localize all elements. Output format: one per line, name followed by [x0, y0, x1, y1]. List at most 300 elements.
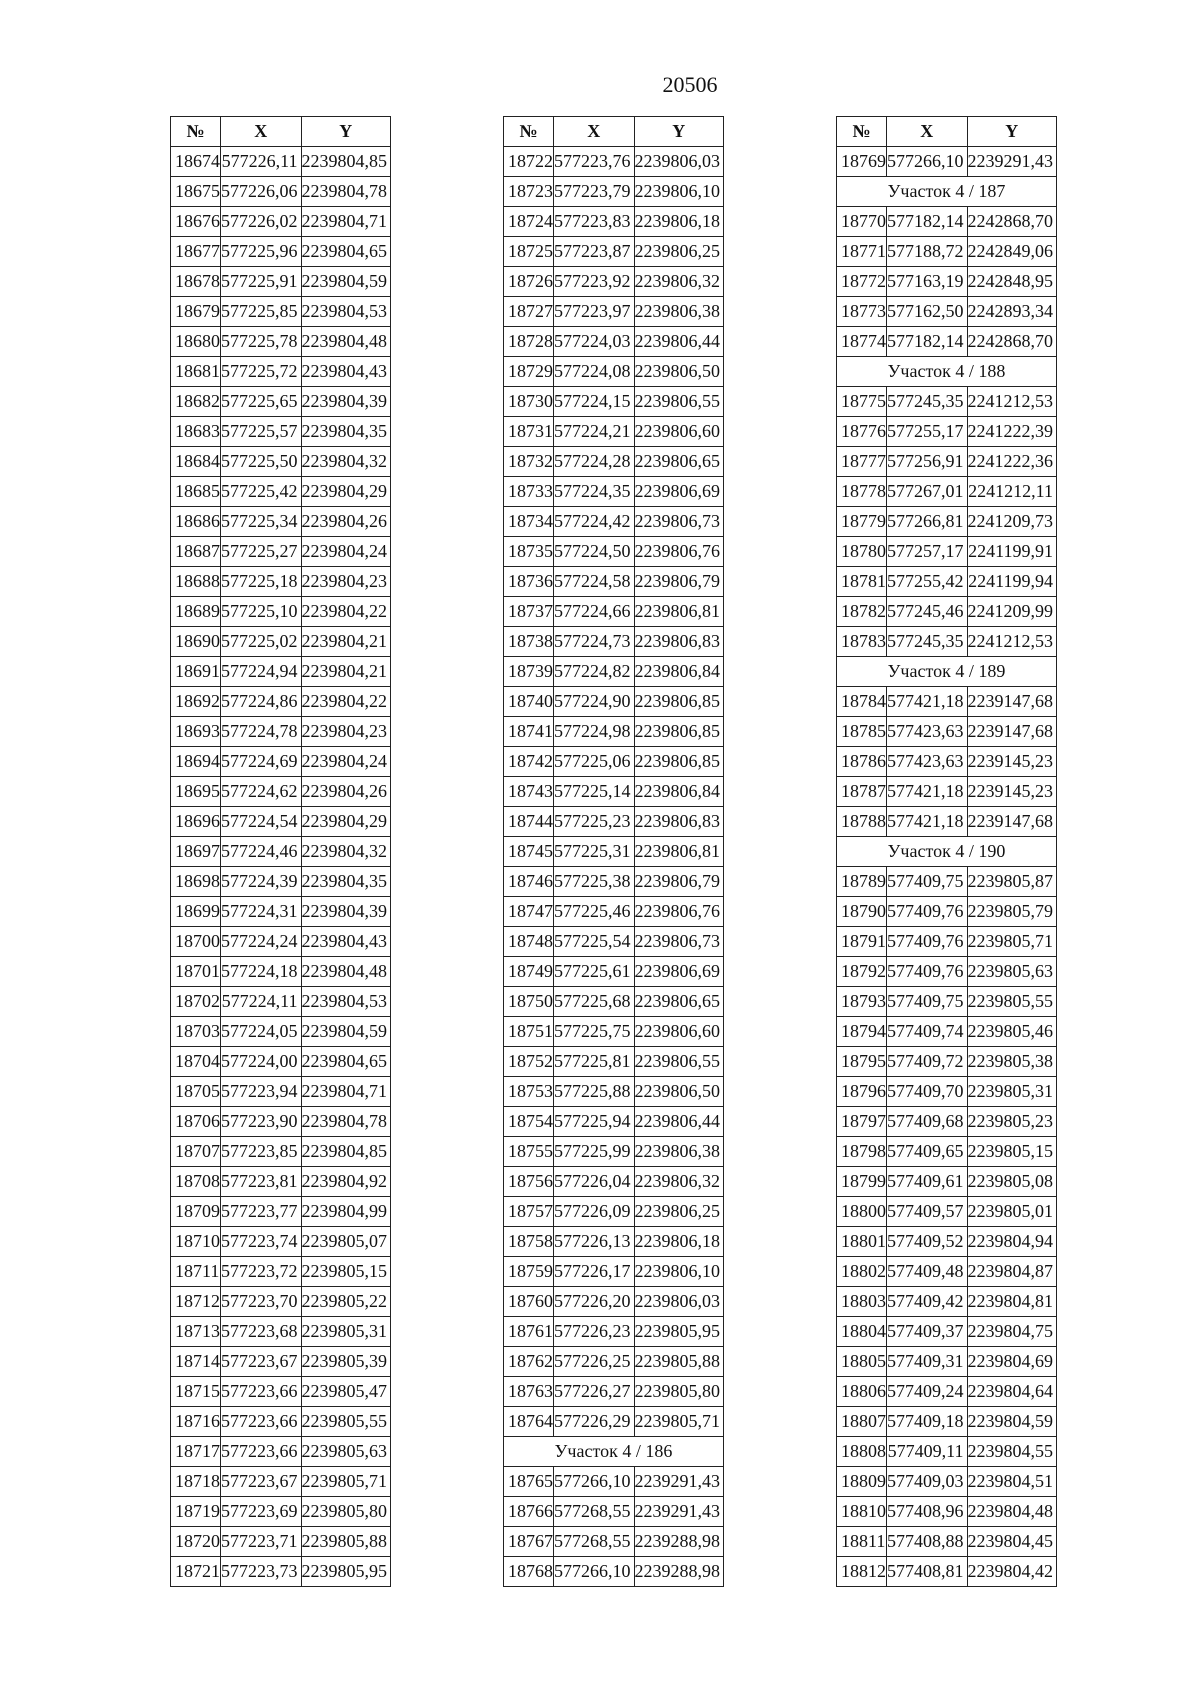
table-row: [837, 1047, 1057, 1077]
x-coordinate: 577224,54: [221, 807, 302, 837]
x-coordinate: 577224,46: [221, 837, 302, 867]
x-coordinate: 577224,78: [221, 717, 302, 747]
table-row: [504, 1137, 724, 1167]
x-coordinate: 577408,96: [887, 1497, 968, 1527]
coordinate-table-1: [170, 116, 391, 1587]
y-coordinate: 2239806,10: [634, 177, 724, 207]
point-number: 18704: [171, 1047, 221, 1077]
table-row: [837, 417, 1057, 447]
table-row: [837, 1137, 1057, 1167]
table-row: [837, 1527, 1057, 1557]
point-number: 18795: [837, 1047, 887, 1077]
x-coordinate: 577223,67: [221, 1347, 302, 1377]
y-coordinate: 2239806,84: [634, 657, 724, 687]
x-coordinate: 577409,18: [887, 1407, 968, 1437]
x-coordinate: 577409,65: [887, 1137, 968, 1167]
y-coordinate: 2239806,83: [634, 807, 724, 837]
point-number: 18722: [504, 147, 554, 177]
y-coordinate: 2239805,15: [967, 1137, 1057, 1167]
coordinate-table-2: [503, 116, 724, 1587]
y-coordinate: 2239805,55: [301, 1407, 391, 1437]
x-coordinate: 577409,61: [887, 1167, 968, 1197]
y-coordinate: 2239804,39: [301, 897, 391, 927]
point-number: 18702: [171, 987, 221, 1017]
x-coordinate: 577224,82: [554, 657, 635, 687]
point-number: 18767: [504, 1527, 554, 1557]
point-number: 18728: [504, 327, 554, 357]
point-number: 18806: [837, 1377, 887, 1407]
table-row: [171, 267, 391, 297]
x-coordinate: 577224,35: [554, 477, 635, 507]
x-coordinate: 577223,90: [221, 1107, 302, 1137]
y-coordinate: 2239804,85: [301, 147, 391, 177]
point-number: 18687: [171, 537, 221, 567]
table-row: [171, 1227, 391, 1257]
x-coordinate: 577225,14: [554, 777, 635, 807]
y-coordinate: 2239805,71: [301, 1467, 391, 1497]
x-coordinate: 577223,94: [221, 1077, 302, 1107]
table-row: [504, 837, 724, 867]
y-coordinate: 2239806,03: [634, 1287, 724, 1317]
y-coordinate: 2239804,22: [301, 597, 391, 627]
y-coordinate: 2239806,83: [634, 627, 724, 657]
y-coordinate: 2241212,11: [967, 477, 1057, 507]
point-number: 18690: [171, 627, 221, 657]
table-row: [171, 1377, 391, 1407]
x-coordinate: 577409,57: [887, 1197, 968, 1227]
table-row: [504, 1047, 724, 1077]
point-number: 18766: [504, 1497, 554, 1527]
point-number: 18748: [504, 927, 554, 957]
x-coordinate: 577223,97: [554, 297, 635, 327]
point-number: 18802: [837, 1257, 887, 1287]
x-coordinate: 577223,72: [221, 1257, 302, 1287]
x-coordinate: 577223,85: [221, 1137, 302, 1167]
point-number: 18794: [837, 1017, 887, 1047]
point-number: 18688: [171, 567, 221, 597]
x-coordinate: 577409,68: [887, 1107, 968, 1137]
x-coordinate: 577409,76: [887, 957, 968, 987]
section-title: Участок 4 / 186: [504, 1437, 724, 1467]
table-row: [504, 1077, 724, 1107]
point-number: 18683: [171, 417, 221, 447]
point-number: 18755: [504, 1137, 554, 1167]
table-row: [171, 357, 391, 387]
x-coordinate: 577224,86: [221, 687, 302, 717]
table-row: [837, 987, 1057, 1017]
y-coordinate: 2239804,21: [301, 657, 391, 687]
y-coordinate: 2241222,36: [967, 447, 1057, 477]
y-coordinate: 2242849,06: [967, 237, 1057, 267]
point-number: 18726: [504, 267, 554, 297]
table-row: [171, 1347, 391, 1377]
point-number: 18743: [504, 777, 554, 807]
x-coordinate: 577224,62: [221, 777, 302, 807]
y-coordinate: 2239804,59: [301, 267, 391, 297]
point-number: 18758: [504, 1227, 554, 1257]
point-number: 18779: [837, 507, 887, 537]
section-row: [837, 837, 1057, 867]
y-coordinate: 2242893,34: [967, 297, 1057, 327]
table-row: [837, 537, 1057, 567]
table-row: [171, 297, 391, 327]
x-coordinate: 577224,94: [221, 657, 302, 687]
y-coordinate: 2239804,48: [301, 957, 391, 987]
point-number: 18751: [504, 1017, 554, 1047]
point-number: 18711: [171, 1257, 221, 1287]
x-coordinate: 577224,50: [554, 537, 635, 567]
x-coordinate: 577223,66: [221, 1377, 302, 1407]
table-row: [504, 477, 724, 507]
point-number: 18695: [171, 777, 221, 807]
x-coordinate: 577226,25: [554, 1347, 635, 1377]
table-row: [504, 657, 724, 687]
y-coordinate: 2239804,81: [967, 1287, 1057, 1317]
point-number: 18700: [171, 927, 221, 957]
y-coordinate: 2239805,46: [967, 1017, 1057, 1047]
table-row: [837, 627, 1057, 657]
point-number: 18706: [171, 1107, 221, 1137]
y-coordinate: 2239806,10: [634, 1257, 724, 1287]
point-number: 18735: [504, 537, 554, 567]
y-coordinate: 2239806,32: [634, 267, 724, 297]
y-coordinate: 2239804,65: [301, 237, 391, 267]
table-row: [837, 1107, 1057, 1137]
x-coordinate: 577224,11: [221, 987, 302, 1017]
table-row: [504, 1317, 724, 1347]
x-coordinate: 577225,85: [221, 297, 302, 327]
x-coordinate: 577225,72: [221, 357, 302, 387]
y-coordinate: 2239804,64: [967, 1377, 1057, 1407]
point-number: 18723: [504, 177, 554, 207]
y-coordinate: 2239804,26: [301, 777, 391, 807]
y-coordinate: 2239805,95: [301, 1557, 391, 1587]
point-number: 18793: [837, 987, 887, 1017]
y-coordinate: 2239804,35: [301, 417, 391, 447]
y-coordinate: 2241222,39: [967, 417, 1057, 447]
x-coordinate: 577223,79: [554, 177, 635, 207]
point-number: 18691: [171, 657, 221, 687]
x-coordinate: 577225,68: [554, 987, 635, 1017]
point-number: 18754: [504, 1107, 554, 1137]
point-number: 18715: [171, 1377, 221, 1407]
x-coordinate: 577225,23: [554, 807, 635, 837]
x-coordinate: 577409,75: [887, 867, 968, 897]
y-coordinate: 2239804,24: [301, 747, 391, 777]
x-coordinate: 577245,46: [887, 597, 968, 627]
y-coordinate: 2239804,59: [967, 1407, 1057, 1437]
table-row: [837, 1287, 1057, 1317]
point-number: 18745: [504, 837, 554, 867]
x-coordinate: 577223,87: [554, 237, 635, 267]
table-row: [837, 1557, 1057, 1587]
table-row: [837, 1467, 1057, 1497]
table-row: [171, 1077, 391, 1107]
table-row: [837, 927, 1057, 957]
point-number: 18799: [837, 1167, 887, 1197]
y-coordinate: 2239805,31: [301, 1317, 391, 1347]
point-number: 18741: [504, 717, 554, 747]
table-row: [504, 1167, 724, 1197]
point-number: 18809: [837, 1467, 887, 1497]
table-row: [837, 207, 1057, 237]
y-coordinate: 2241212,53: [967, 387, 1057, 417]
point-number: 18699: [171, 897, 221, 927]
table-row: [504, 957, 724, 987]
y-coordinate: 2239806,55: [634, 1047, 724, 1077]
point-number: 18808: [837, 1437, 887, 1467]
table-row: [171, 147, 391, 177]
table-row: [171, 207, 391, 237]
table-row: [837, 237, 1057, 267]
y-coordinate: 2239806,69: [634, 477, 724, 507]
table-row: [837, 717, 1057, 747]
table-row: [504, 897, 724, 927]
table-row: [171, 1407, 391, 1437]
y-coordinate: 2241199,94: [967, 567, 1057, 597]
x-coordinate: 577224,24: [221, 927, 302, 957]
table-row: [171, 837, 391, 867]
table-header-row: [504, 117, 724, 147]
x-coordinate: 577266,10: [887, 147, 968, 177]
table-row: [504, 807, 724, 837]
table-row: [171, 747, 391, 777]
x-coordinate: 577226,23: [554, 1317, 635, 1347]
point-number: 18679: [171, 297, 221, 327]
table-row: [837, 1227, 1057, 1257]
page-number: 20506: [662, 72, 718, 97]
table-row: [837, 777, 1057, 807]
table-row: [171, 597, 391, 627]
point-number: 18789: [837, 867, 887, 897]
point-number: 18710: [171, 1227, 221, 1257]
y-coordinate: 2239804,22: [301, 687, 391, 717]
point-number: 18785: [837, 717, 887, 747]
point-number: 18800: [837, 1197, 887, 1227]
table-row: [171, 1047, 391, 1077]
section-title: Участок 4 / 189: [837, 657, 1057, 687]
y-coordinate: 2239806,18: [634, 207, 724, 237]
x-coordinate: 577225,75: [554, 1017, 635, 1047]
point-number: 18780: [837, 537, 887, 567]
table-row: [504, 747, 724, 777]
table-row: [837, 447, 1057, 477]
table-row: [504, 867, 724, 897]
y-coordinate: 2239805,38: [967, 1047, 1057, 1077]
table-row: [837, 1077, 1057, 1107]
y-coordinate: 2239805,80: [634, 1377, 724, 1407]
x-coordinate: 577225,81: [554, 1047, 635, 1077]
x-coordinate: 577182,14: [887, 207, 968, 237]
table-row: [504, 207, 724, 237]
x-coordinate: 577224,73: [554, 627, 635, 657]
x-coordinate: 577409,37: [887, 1317, 968, 1347]
x-coordinate: 577421,18: [887, 687, 968, 717]
y-coordinate: 2239806,44: [634, 327, 724, 357]
y-coordinate: 2239145,23: [967, 747, 1057, 777]
point-number: 18768: [504, 1557, 554, 1587]
x-coordinate: 577266,81: [887, 507, 968, 537]
table-row: [504, 1467, 724, 1497]
point-number: 18792: [837, 957, 887, 987]
table-row: [504, 1287, 724, 1317]
point-number: 18697: [171, 837, 221, 867]
point-number: 18740: [504, 687, 554, 717]
point-number: 18701: [171, 957, 221, 987]
y-coordinate: 2239804,48: [301, 327, 391, 357]
point-number: 18696: [171, 807, 221, 837]
point-number: 18787: [837, 777, 887, 807]
x-coordinate: 577223,74: [221, 1227, 302, 1257]
y-coordinate: 2239806,65: [634, 987, 724, 1017]
x-coordinate: 577225,46: [554, 897, 635, 927]
table-row: [837, 867, 1057, 897]
point-number: 18811: [837, 1527, 887, 1557]
table-row: [837, 1377, 1057, 1407]
y-coordinate: 2239804,75: [967, 1317, 1057, 1347]
y-coordinate: 2239805,47: [301, 1377, 391, 1407]
table-row: [504, 1017, 724, 1047]
point-number: 18796: [837, 1077, 887, 1107]
y-coordinate: 2239147,68: [967, 807, 1057, 837]
point-number: 18782: [837, 597, 887, 627]
point-number: 18698: [171, 867, 221, 897]
y-coordinate: 2239804,78: [301, 177, 391, 207]
point-number: 18753: [504, 1077, 554, 1107]
table-row: [504, 987, 724, 1017]
table-row: [837, 387, 1057, 417]
point-number: 18694: [171, 747, 221, 777]
y-coordinate: 2239806,76: [634, 897, 724, 927]
x-coordinate: 577226,13: [554, 1227, 635, 1257]
x-coordinate: 577226,06: [221, 177, 302, 207]
point-number: 18692: [171, 687, 221, 717]
table-row: [171, 567, 391, 597]
table-row: [504, 297, 724, 327]
table-row: [171, 417, 391, 447]
y-coordinate: 2239291,43: [634, 1467, 724, 1497]
point-number: 18708: [171, 1167, 221, 1197]
table-row: [504, 1197, 724, 1227]
point-number: 18744: [504, 807, 554, 837]
x-coordinate: 577224,69: [221, 747, 302, 777]
point-number: 18705: [171, 1077, 221, 1107]
header-y: Y: [634, 117, 724, 147]
y-coordinate: 2239806,03: [634, 147, 724, 177]
point-number: 18749: [504, 957, 554, 987]
point-number: 18762: [504, 1347, 554, 1377]
x-coordinate: 577423,63: [887, 717, 968, 747]
y-coordinate: 2241212,53: [967, 627, 1057, 657]
table-row: [837, 957, 1057, 987]
section-row: [837, 357, 1057, 387]
table-row: [837, 267, 1057, 297]
table-row: [504, 357, 724, 387]
y-coordinate: 2239805,87: [967, 867, 1057, 897]
header-number: №: [504, 117, 554, 147]
point-number: 18689: [171, 597, 221, 627]
y-coordinate: 2242848,95: [967, 267, 1057, 297]
point-number: 18693: [171, 717, 221, 747]
y-coordinate: 2239805,15: [301, 1257, 391, 1287]
x-coordinate: 577225,38: [554, 867, 635, 897]
table-row: [171, 1167, 391, 1197]
table-row: [504, 777, 724, 807]
table-row: [171, 1197, 391, 1227]
table-row: [837, 327, 1057, 357]
table-row: [171, 957, 391, 987]
table-row: [504, 387, 724, 417]
table-row: [504, 327, 724, 357]
point-number: 18684: [171, 447, 221, 477]
y-coordinate: 2239806,44: [634, 1107, 724, 1137]
point-number: 18776: [837, 417, 887, 447]
y-coordinate: 2239805,55: [967, 987, 1057, 1017]
table-row: [171, 777, 391, 807]
x-coordinate: 577255,42: [887, 567, 968, 597]
point-number: 18714: [171, 1347, 221, 1377]
x-coordinate: 577408,88: [887, 1527, 968, 1557]
table-row: [171, 627, 391, 657]
x-coordinate: 577223,70: [221, 1287, 302, 1317]
x-coordinate: 577225,78: [221, 327, 302, 357]
y-coordinate: 2239806,85: [634, 717, 724, 747]
point-number: 18731: [504, 417, 554, 447]
table-row: [171, 237, 391, 267]
table-row: [171, 387, 391, 417]
y-coordinate: 2239806,65: [634, 447, 724, 477]
x-coordinate: 577257,17: [887, 537, 968, 567]
x-coordinate: 577163,19: [887, 267, 968, 297]
x-coordinate: 577224,66: [554, 597, 635, 627]
y-coordinate: 2239804,85: [301, 1137, 391, 1167]
x-coordinate: 577224,08: [554, 357, 635, 387]
table-header-row: [837, 117, 1057, 147]
table-row: [504, 417, 724, 447]
y-coordinate: 2239805,01: [967, 1197, 1057, 1227]
y-coordinate: 2239805,71: [634, 1407, 724, 1437]
point-number: 18786: [837, 747, 887, 777]
x-coordinate: 577266,10: [554, 1557, 635, 1587]
x-coordinate: 577225,34: [221, 507, 302, 537]
table-row: [504, 1257, 724, 1287]
x-coordinate: 577226,20: [554, 1287, 635, 1317]
x-coordinate: 577226,09: [554, 1197, 635, 1227]
y-coordinate: 2239806,25: [634, 1197, 724, 1227]
point-number: 18783: [837, 627, 887, 657]
y-coordinate: 2239806,85: [634, 747, 724, 777]
table-row: [837, 1497, 1057, 1527]
table-row: [837, 1017, 1057, 1047]
x-coordinate: 577409,76: [887, 927, 968, 957]
table-row: [504, 927, 724, 957]
point-number: 18804: [837, 1317, 887, 1347]
y-coordinate: 2239804,69: [967, 1347, 1057, 1377]
x-coordinate: 577225,27: [221, 537, 302, 567]
table-row: [171, 537, 391, 567]
y-coordinate: 2239804,32: [301, 447, 391, 477]
y-coordinate: 2239804,45: [967, 1527, 1057, 1557]
y-coordinate: 2241209,73: [967, 507, 1057, 537]
x-coordinate: 577409,48: [887, 1257, 968, 1287]
table-row: [171, 327, 391, 357]
x-coordinate: 577225,99: [554, 1137, 635, 1167]
x-coordinate: 577225,50: [221, 447, 302, 477]
y-coordinate: 2239804,65: [301, 1047, 391, 1077]
section-title: Участок 4 / 187: [837, 177, 1057, 207]
y-coordinate: 2239804,59: [301, 1017, 391, 1047]
table-row: [837, 807, 1057, 837]
